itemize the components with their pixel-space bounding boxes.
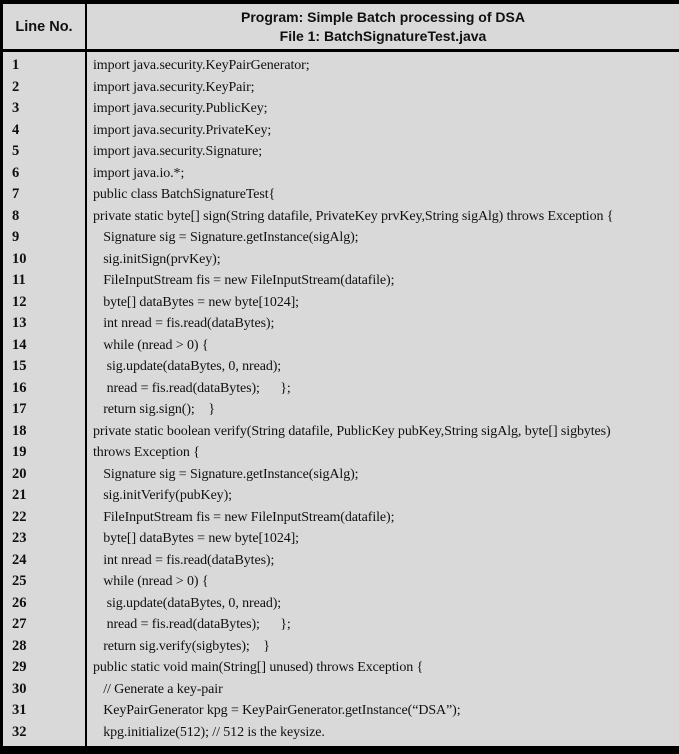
line-number: 16 [12,379,27,396]
line-number-column [3,52,87,746]
code-line: FileInputStream fis = new FileInputStream(datafile); [93,509,395,525]
line-number: 21 [12,487,27,503]
line-number: 1 [12,57,20,73]
line-number: 19 [12,444,27,460]
line-number: 9 [12,229,20,245]
line-no-column-header: Line No. [3,4,87,49]
line-number: 22 [12,508,27,525]
line-number: 11 [12,272,26,288]
code-line: FileInputStream fis = new FileInputStream(datafile); [93,273,395,288]
code-line: sig.initSign(prvKey); [93,251,221,267]
line-number: 25 [12,573,27,589]
program-title-line1: Program: Simple Batch processing of DSA [241,8,525,25]
line-number: 26 [12,594,27,611]
line-number: 8 [12,207,20,224]
code-line: public class BatchSignatureTest{ [93,187,276,202]
line-number: 29 [12,659,27,675]
line-number: 30 [12,680,27,697]
line-number: 31 [12,702,27,718]
code-line: import java.security.PublicKey; [93,101,268,116]
line-number: 12 [12,293,27,310]
code-line: Signature sig = Signature.getInstance(sigAlg); [93,466,359,482]
code-line: int nread = fis.read(dataBytes); [93,552,275,568]
line-number: 28 [12,637,27,654]
line-number: 10 [12,250,27,267]
line-number: 5 [12,143,20,159]
code-line: // Generate a key-pair [93,681,223,697]
line-number: 7 [12,186,20,202]
code-line: return sig.sign(); } [93,402,215,417]
code-line: import java.security.KeyPairGenerator; [93,58,310,73]
code-line: import java.security.Signature; [93,144,263,159]
table-body [3,52,679,746]
line-number: 4 [12,121,20,138]
code-line: return sig.verify(sigbytes); } [93,638,270,654]
code-line: sig.initVerify(pubKey); [93,488,232,503]
line-number: 2 [12,78,20,95]
line-number: 23 [12,530,27,546]
code-line: import java.io.*; [93,165,185,181]
program-title-header [87,4,679,49]
program-title-line2: File 1: BatchSignatureTest.java [279,27,487,44]
code-line: int nread = fis.read(dataBytes); [93,316,275,331]
code-line: import java.security.PrivateKey; [93,122,272,138]
code-line: nread = fis.read(dataBytes); }; [93,617,291,632]
code-line: import java.security.KeyPair; [93,79,255,95]
code-line: kpg.initialize(512); // 512 is the keysize. [93,724,325,740]
code-line: byte[] dataBytes = new byte[1024]; [93,531,299,546]
line-number: 13 [12,315,27,331]
line-number: 27 [12,616,27,632]
line-number: 24 [12,551,27,568]
table-header-row [3,4,679,52]
line-number: 32 [12,723,27,740]
line-number: 15 [12,358,27,374]
line-number: 20 [12,465,27,482]
code-line: public static void main(String[] unused) throws Exception { [93,660,424,675]
code-line: throws Exception { [93,445,200,460]
line-number: 6 [12,164,20,181]
code-line: sig.update(dataBytes, 0, nread); [93,359,282,374]
code-line: sig.update(dataBytes, 0, nread); [93,595,282,611]
code-line: KeyPairGenerator kpg = KeyPairGenerator.getInstance(“DSA”); [93,703,461,718]
line-number: 18 [12,422,27,439]
code-line: Signature sig = Signature.getInstance(sigAlg); [93,230,359,245]
line-number: 3 [12,100,20,116]
code-line: while (nread > 0) { [93,574,209,589]
line-number: 17 [12,401,27,417]
line-number: 14 [12,336,27,353]
code-line: while (nread > 0) { [93,337,209,353]
code-line: byte[] dataBytes = new byte[1024]; [93,294,299,310]
code-line: private static byte[] sign(String datafile, PrivateKey prvKey,String sigAlg) throws Exception { [93,208,614,224]
code-line: nread = fis.read(dataBytes); }; [93,380,291,396]
code-line: private static boolean verify(String datafile, PublicKey pubKey,String sigAlg, byte[] sigbytes) [93,423,611,439]
code-column [87,52,679,746]
